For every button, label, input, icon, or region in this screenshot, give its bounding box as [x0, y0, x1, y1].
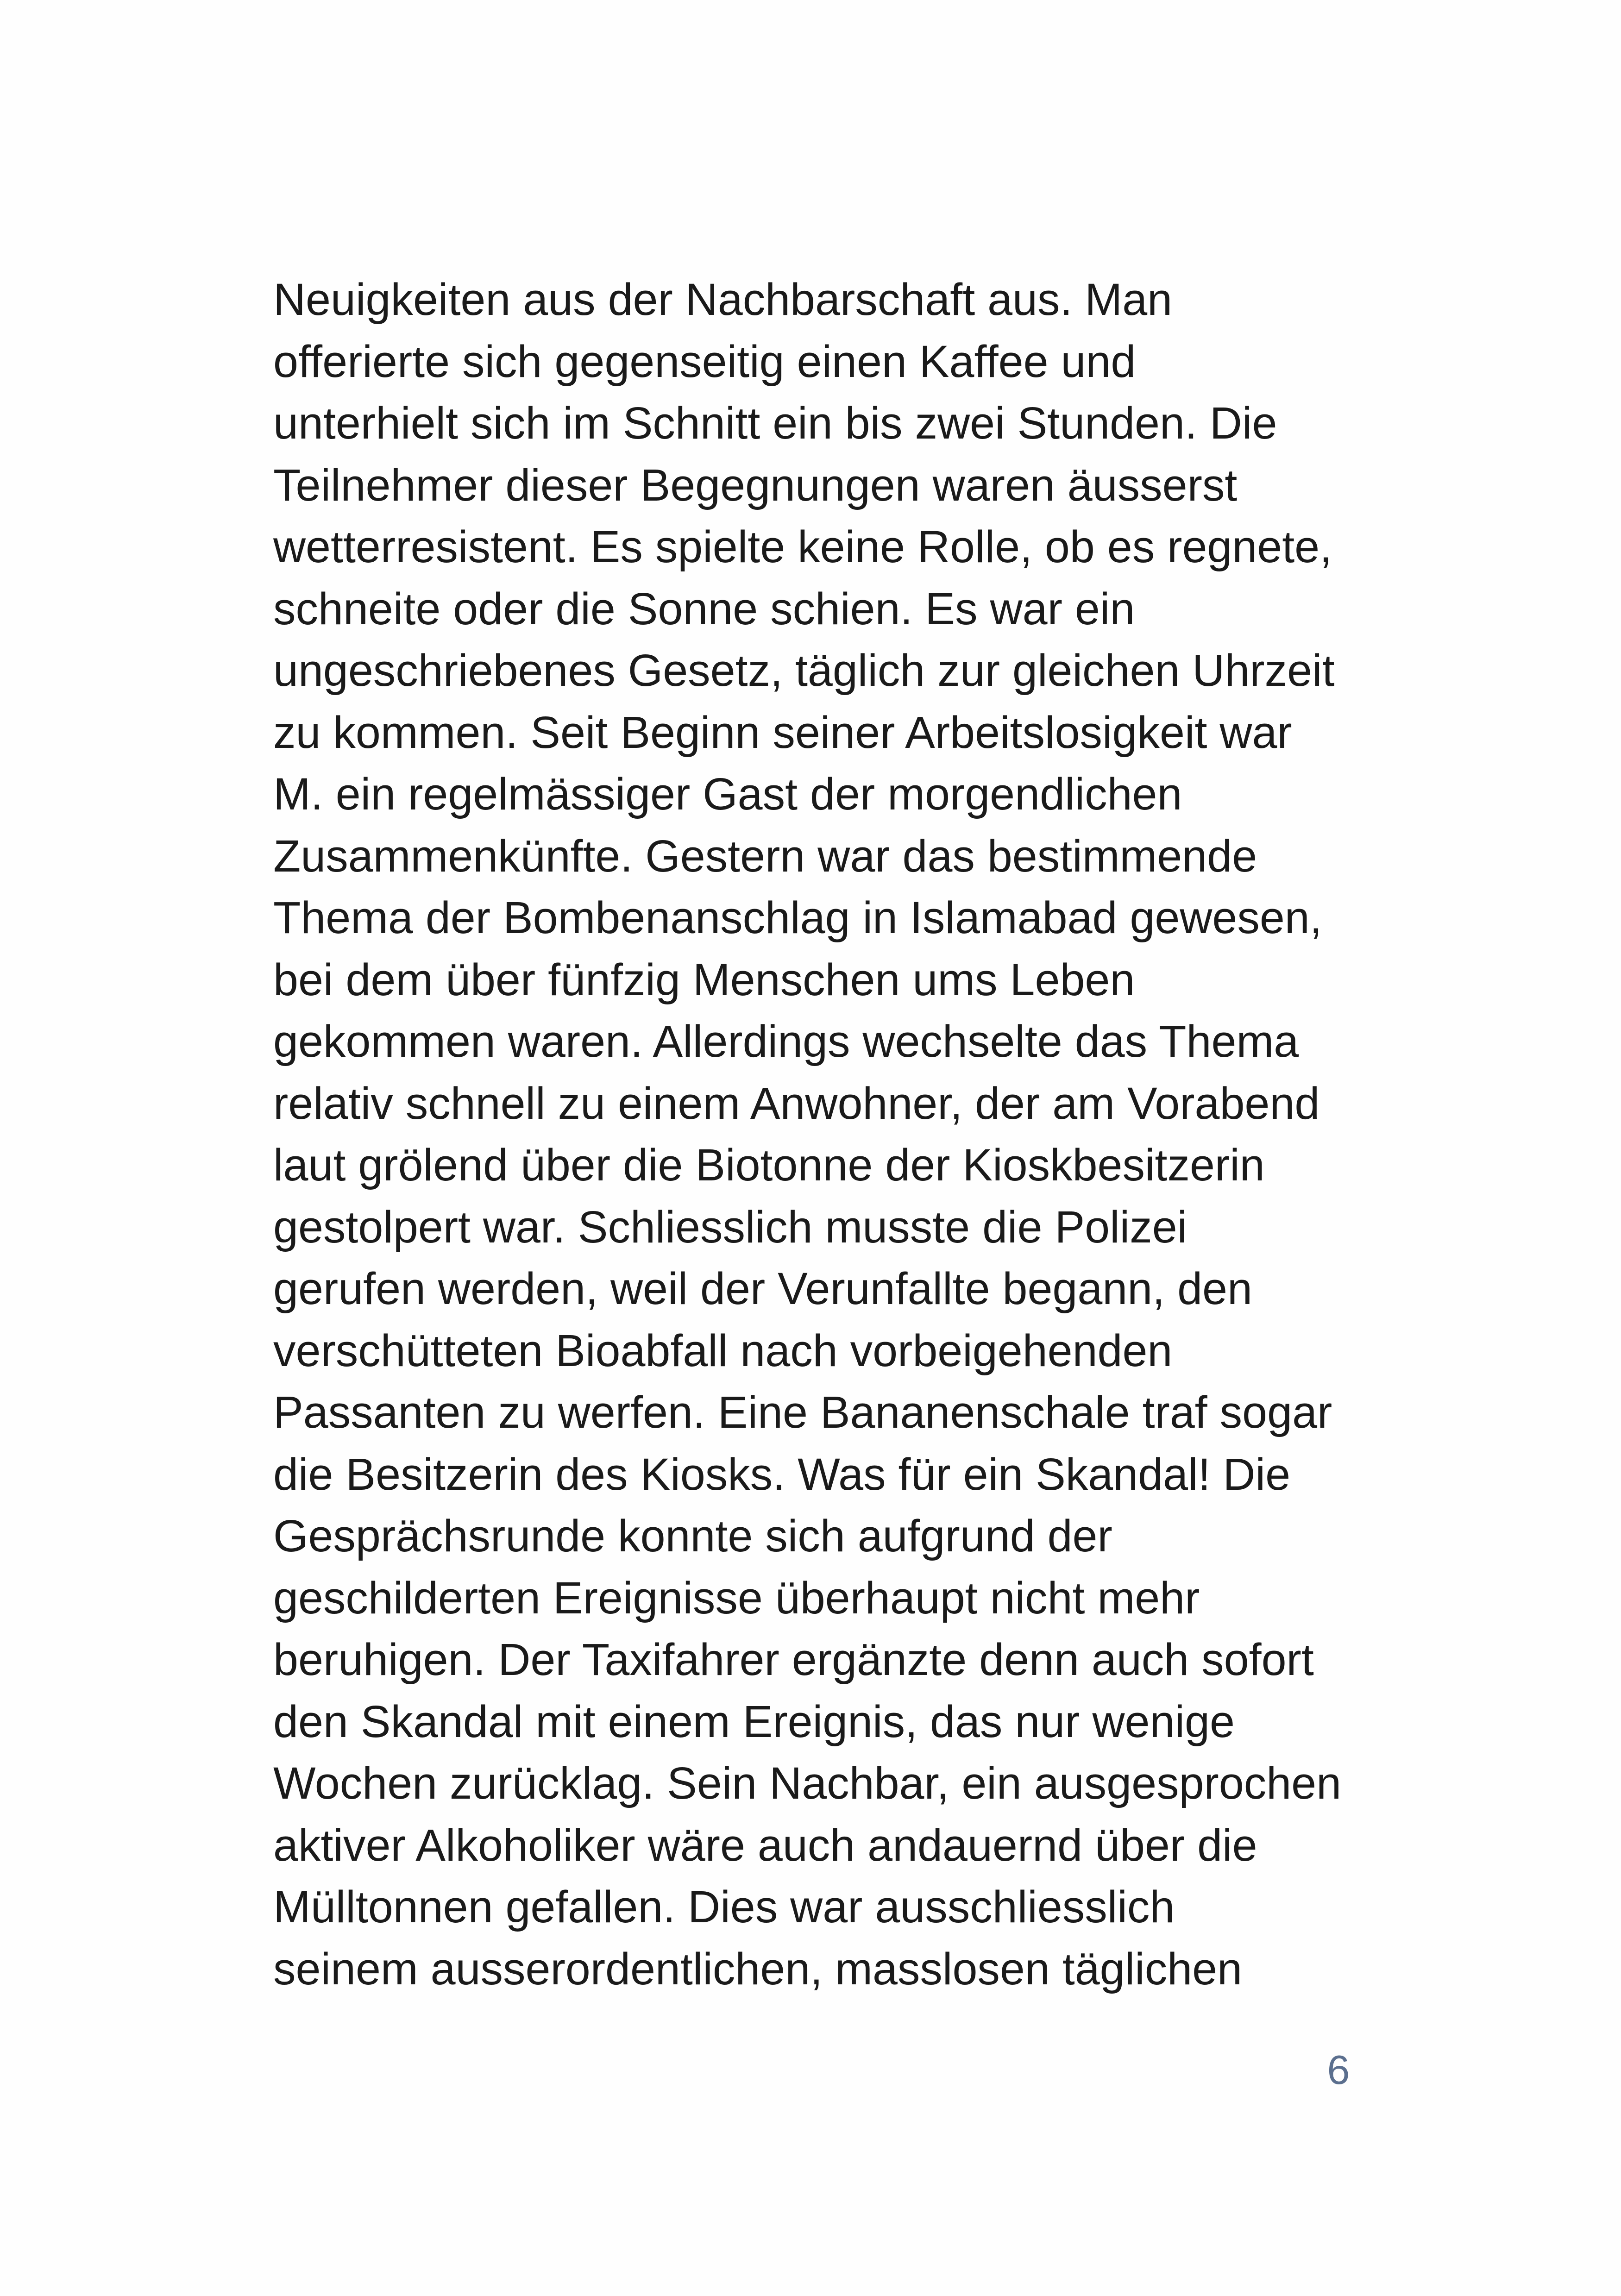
text-line: schneite oder die Sonne schien. Es war ein — [273, 583, 1135, 634]
text-line: relativ schnell zu einem Anwohner, der am Vorabend — [273, 1078, 1320, 1129]
text-line: Mülltonnen gefallen. Dies war ausschliesslich — [273, 1882, 1175, 1932]
text-line: bei dem über fünfzig Menschen ums Leben — [273, 954, 1135, 1005]
text-line: Thema der Bombenanschlag in Islamabad gewesen, — [273, 892, 1322, 943]
text-line: die Besitzerin des Kiosks. Was für ein Skandal! Die — [273, 1449, 1291, 1499]
text-line: geschilderten Ereignisse überhaupt nicht mehr — [273, 1572, 1200, 1623]
text-line: Wochen zurücklag. Sein Nachbar, ein ausgesprochen — [273, 1758, 1342, 1808]
text-line: unterhielt sich im Schnitt ein bis zwei Stunden. Die — [273, 398, 1277, 448]
text-line: gerufen werden, weil der Verunfallte begann, den — [273, 1263, 1252, 1314]
text-line: M. ein regelmässiger Gast der morgendlichen — [273, 769, 1182, 819]
body-paragraph — [273, 269, 1394, 2000]
text-line: ungeschriebenes Gesetz, täglich zur gleichen Uhrzeit — [273, 645, 1335, 696]
text-line: verschütteten Bioabfall nach vorbeigehenden — [273, 1325, 1173, 1376]
text-line: seinem ausserordentlichen, masslosen täglichen — [273, 1943, 1243, 1994]
text-line: Zusammenkünfte. Gestern war das bestimmende — [273, 830, 1257, 881]
text-line: zu kommen. Seit Beginn seiner Arbeitslosigkeit war — [273, 707, 1292, 758]
text-line: gestolpert war. Schliesslich musste die Polizei — [273, 1201, 1187, 1252]
text-line: Teilnehmer dieser Begegnungen waren äusserst — [273, 459, 1238, 510]
text-line: aktiver Alkoholiker wäre auch andauernd über die — [273, 1819, 1257, 1870]
text-line: offerierte sich gegenseitig einen Kaffee und — [273, 336, 1136, 387]
text-line: den Skandal mit einem Ereignis, das nur wenige — [273, 1696, 1235, 1747]
text-line: wetterresistent. Es spielte keine Rolle, ob es regnete, — [273, 521, 1332, 572]
text-line: laut grölend über die Biotonne der Kioskbesitzerin — [273, 1140, 1265, 1190]
text-line: Passanten zu werfen. Eine Bananenschale traf sogar — [273, 1387, 1332, 1437]
page-number: 6 — [1327, 2047, 1350, 2093]
text-line: gekommen waren. Allerdings wechselte das Thema — [273, 1016, 1299, 1066]
text-line: Gesprächsrunde konnte sich aufgrund der — [273, 1511, 1112, 1561]
text-line: beruhigen. Der Taxifahrer ergänzte denn auch sofort — [273, 1634, 1314, 1685]
text-line: Neuigkeiten aus der Nachbarschaft aus. Man — [273, 274, 1173, 325]
